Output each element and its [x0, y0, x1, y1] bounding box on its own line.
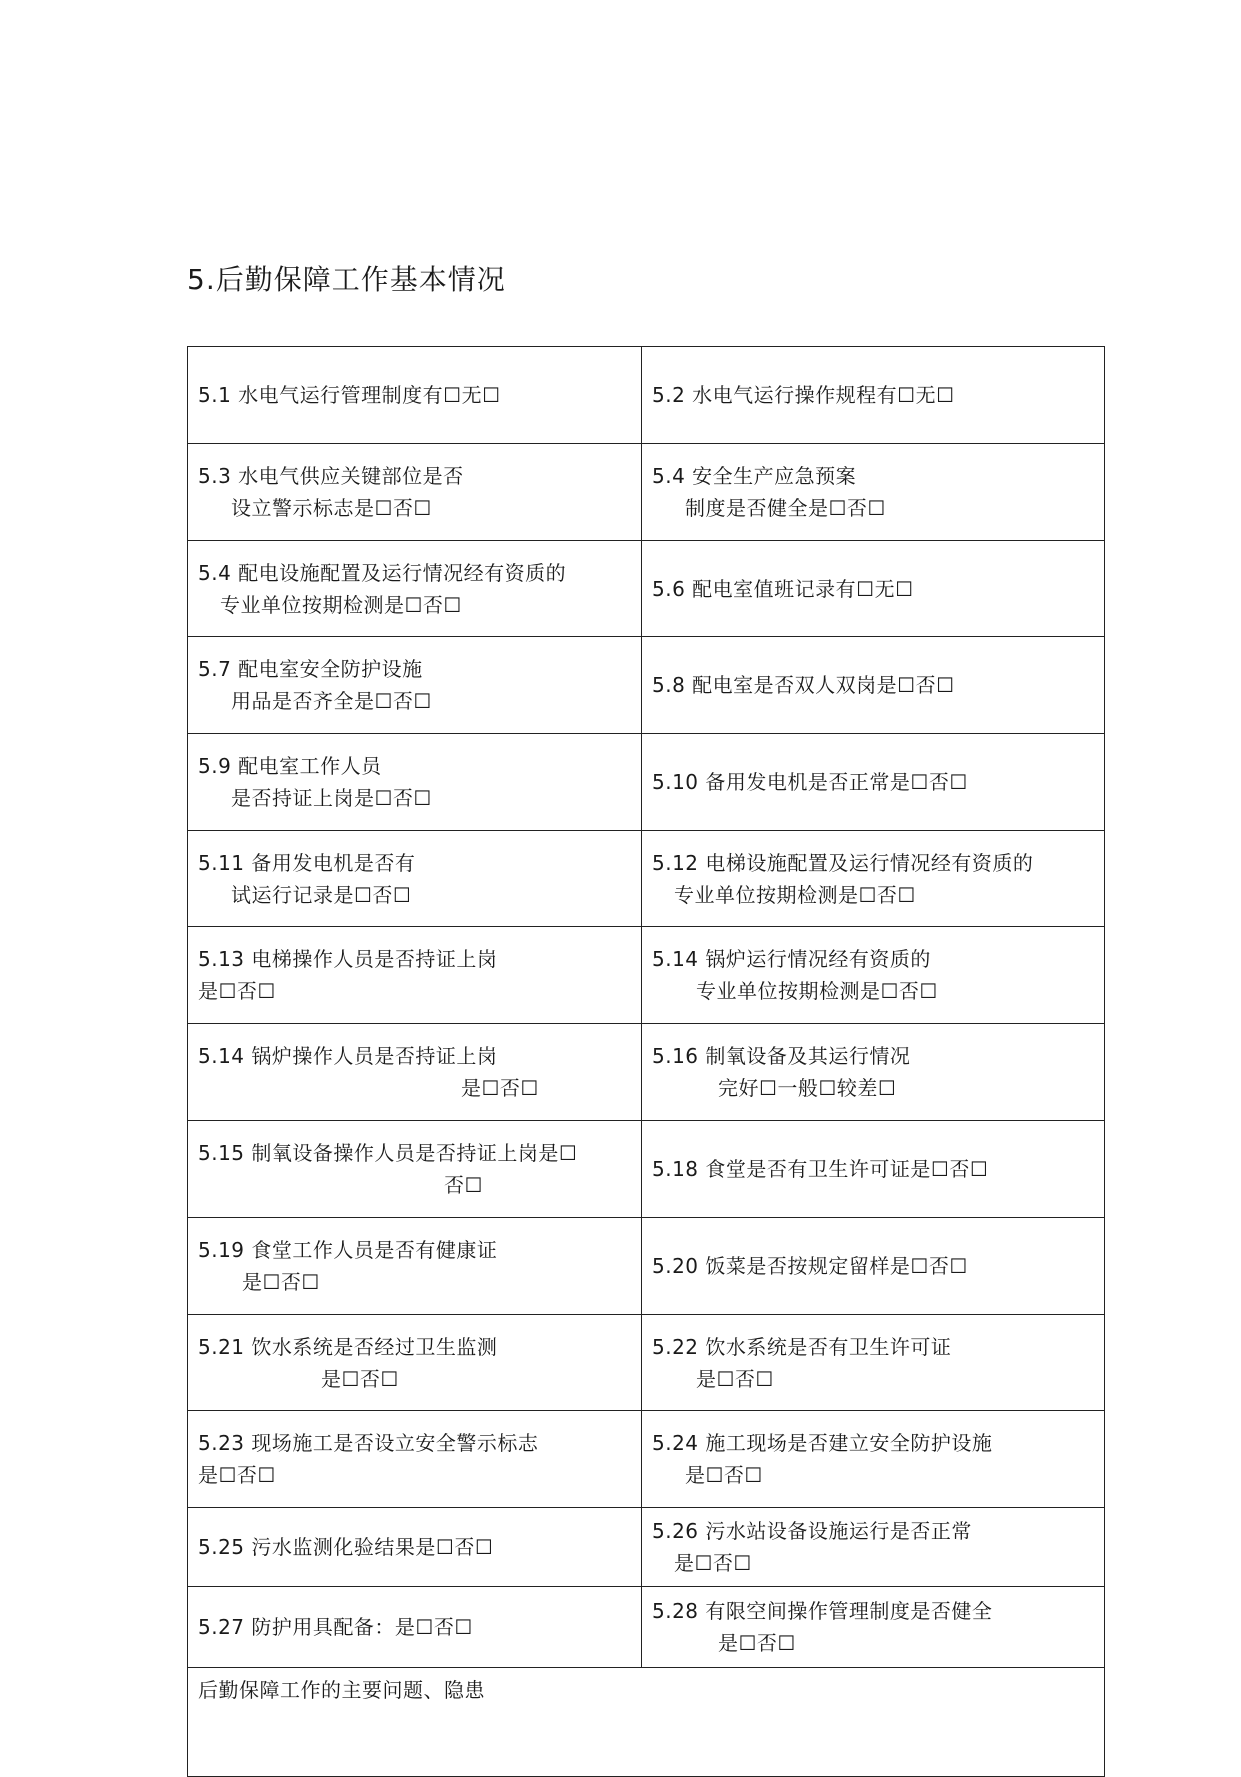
form-row: [188, 444, 1105, 541]
item-text: 5.4 安全生产应急预案: [652, 464, 857, 488]
form-row: [188, 541, 1105, 637]
item-text: 是☐否☐: [685, 1463, 763, 1487]
form-cell-right: [642, 1024, 1105, 1121]
form-cell-left: [188, 1411, 642, 1508]
item-text: 5.1 水电气运行管理制度有☐无☐: [198, 383, 501, 407]
item-text: 5.7 配电室安全防护设施: [198, 657, 423, 681]
form-cell-right: [642, 1587, 1105, 1668]
form-row: [188, 1411, 1105, 1508]
item-text: 5.2 水电气运行操作规程有☐无☐: [652, 383, 955, 407]
form-row: [188, 637, 1105, 734]
notes-row: [188, 1668, 1105, 1777]
item-text: 5.14 锅炉运行情况经有资质的: [652, 947, 931, 971]
item-text: 5.18 食堂是否有卫生许可证是☐否☐: [652, 1157, 989, 1181]
form-cell-left: [188, 734, 642, 831]
form-cell-right: [642, 637, 1105, 734]
item-text: 5.8 配电室是否双人双岗是☐否☐: [652, 673, 955, 697]
form-row: [188, 1508, 1105, 1587]
item-text: 5.3 水电气供应关键部位是否: [198, 464, 464, 488]
item-text: 5.21 饮水系统是否经过卫生监测: [198, 1334, 498, 1359]
item-text: 5.15 制氧设备操作人员是否持证上岗是☐: [198, 1141, 578, 1165]
form-row: [188, 927, 1105, 1024]
form-cell-left: [188, 541, 642, 637]
item-text: 5.14 锅炉操作人员是否持证上岗: [198, 1044, 498, 1068]
item-text: 是☐否☐: [696, 1366, 774, 1391]
form-cell-left: [188, 637, 642, 734]
inspection-form-table: [187, 346, 1105, 1777]
form-table-body: [188, 347, 1105, 1668]
item-text: 制度是否健全是☐否☐: [685, 496, 886, 520]
form-row: [188, 734, 1105, 831]
notes-label: 后勤保障工作的主要问题、隐患: [198, 1678, 485, 1702]
form-row: [188, 1121, 1105, 1218]
item-text: 完好☐一般☐较差☐: [718, 1076, 897, 1100]
item-text: 是☐否☐: [718, 1631, 796, 1655]
item-text: 5.24 施工现场是否建立安全防护设施: [652, 1431, 993, 1455]
item-text: 5.19 食堂工作人员是否有健康证: [198, 1238, 498, 1262]
item-text: 用品是否齐全是☐否☐: [231, 689, 432, 713]
item-text: 5.27 防护用具配备：是☐否☐: [198, 1615, 473, 1639]
form-row: [188, 1218, 1105, 1315]
form-cell-right: [642, 444, 1105, 541]
form-row: [188, 1024, 1105, 1121]
item-text: 否☐: [444, 1173, 483, 1197]
item-text: 是☐否☐: [198, 1463, 276, 1487]
form-row: [188, 1315, 1105, 1411]
item-text: 5.9 配电室工作人员: [198, 754, 382, 778]
form-cell-left: [188, 444, 642, 541]
form-cell-left: [188, 1024, 642, 1121]
form-cell-left: [188, 831, 642, 927]
item-text: 5.10 备用发电机是否正常是☐否☐: [652, 770, 968, 794]
form-row: [188, 1587, 1105, 1668]
item-text: 是☐否☐: [461, 1076, 539, 1100]
form-cell-right: [642, 831, 1105, 927]
item-text: 5.12 电梯设施配置及运行情况经有资质的: [652, 850, 1034, 875]
item-text: 专业单位按期检测是☐否☐: [674, 882, 916, 907]
form-cell-left: [188, 927, 642, 1024]
item-text: 专业单位按期检测是☐否☐: [220, 592, 462, 617]
form-cell-right: [642, 1218, 1105, 1315]
form-cell-left: [188, 347, 642, 444]
item-text: 5.25 污水监测化验结果是☐否☐: [198, 1535, 494, 1559]
form-cell-right: [642, 927, 1105, 1024]
item-text: 5.11 备用发电机是否有: [198, 850, 416, 875]
form-cell-right: [642, 1315, 1105, 1411]
item-text: 设立警示标志是☐否☐: [231, 496, 432, 520]
item-text: 5.26 污水站设备设施运行是否正常: [652, 1519, 972, 1543]
item-text: 是☐否☐: [321, 1366, 399, 1391]
item-text: 5.22 饮水系统是否有卫生许可证: [652, 1334, 952, 1359]
item-text: 5.23 现场施工是否设立安全警示标志: [198, 1431, 539, 1455]
notes-cell[interactable]: [188, 1668, 1105, 1777]
form-row: [188, 347, 1105, 444]
form-cell-left: [188, 1508, 642, 1587]
form-cell-right: [642, 1508, 1105, 1587]
form-cell-left: [188, 1121, 642, 1218]
item-text: 5.6 配电室值班记录有☐无☐: [652, 576, 914, 601]
item-text: 5.13 电梯操作人员是否持证上岗: [198, 947, 498, 971]
item-text: 是否持证上岗是☐否☐: [231, 786, 432, 810]
form-row: [188, 831, 1105, 927]
form-cell-right: [642, 1411, 1105, 1508]
form-cell-right: [642, 347, 1105, 444]
item-text: 5.16 制氧设备及其运行情况: [652, 1044, 911, 1068]
item-text: 5.28 有限空间操作管理制度是否健全: [652, 1599, 993, 1623]
form-cell-left: [188, 1218, 642, 1315]
form-cell-right: [642, 541, 1105, 637]
item-text: 试运行记录是☐否☐: [231, 882, 412, 907]
item-text: 是☐否☐: [242, 1270, 320, 1294]
item-text: 是☐否☐: [674, 1551, 752, 1575]
item-text: 5.20 饭菜是否按规定留样是☐否☐: [652, 1254, 968, 1278]
item-text: 是☐否☐: [198, 979, 276, 1003]
form-cell-right: [642, 1121, 1105, 1218]
page-title: 5.后勤保障工作基本情况: [187, 263, 506, 296]
form-cell-left: [188, 1315, 642, 1411]
form-cell-left: [188, 1587, 642, 1668]
form-cell-right: [642, 734, 1105, 831]
item-text: 专业单位按期检测是☐否☐: [696, 979, 938, 1003]
item-text: 5.4 配电设施配置及运行情况经有资质的: [198, 560, 567, 585]
